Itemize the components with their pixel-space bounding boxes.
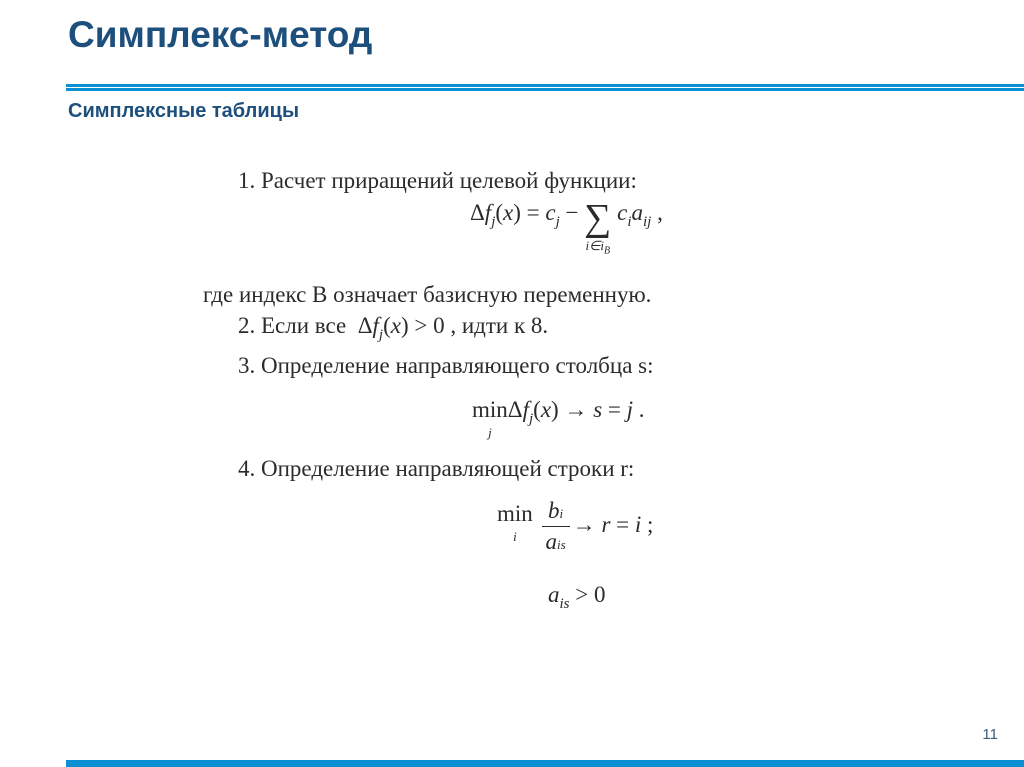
page-number: 11 [982, 726, 998, 743]
basis-note-text: где индекс B означает базисную переменную. [203, 282, 652, 307]
step-1-text: 1. Расчет приращений целевой функции: [238, 168, 637, 193]
slide-title: Симплекс-метод [68, 14, 373, 55]
formula-pivot-column: min $^j\Delta f_j(x) \to s = j$ . [472, 397, 645, 440]
step-2-text: 2. Если все $\Delta f_j(x) > 0$ , идти к 8. [238, 313, 549, 343]
step-3-text: 3. Определение направляющего столбца s: [238, 353, 654, 378]
formula-positive-constraint: $a_{is} > 0$ [548, 582, 606, 612]
formula-pivot-row: min $^i$ $\frac{bi}{\text{ais}}$ → r = i ; [497, 498, 654, 554]
step-4-text: 4. Определение направляющей строки r: [238, 456, 635, 481]
bottom-divider [66, 760, 1024, 767]
slide-subtitle: Симплексные таблицы [68, 100, 300, 122]
formula-objective-increment: $\Delta f_j(x) = c_j$ − ∑ $i\in i_B$ $c_ia_{ij}$ , [470, 197, 663, 257]
title-divider [66, 84, 1024, 91]
